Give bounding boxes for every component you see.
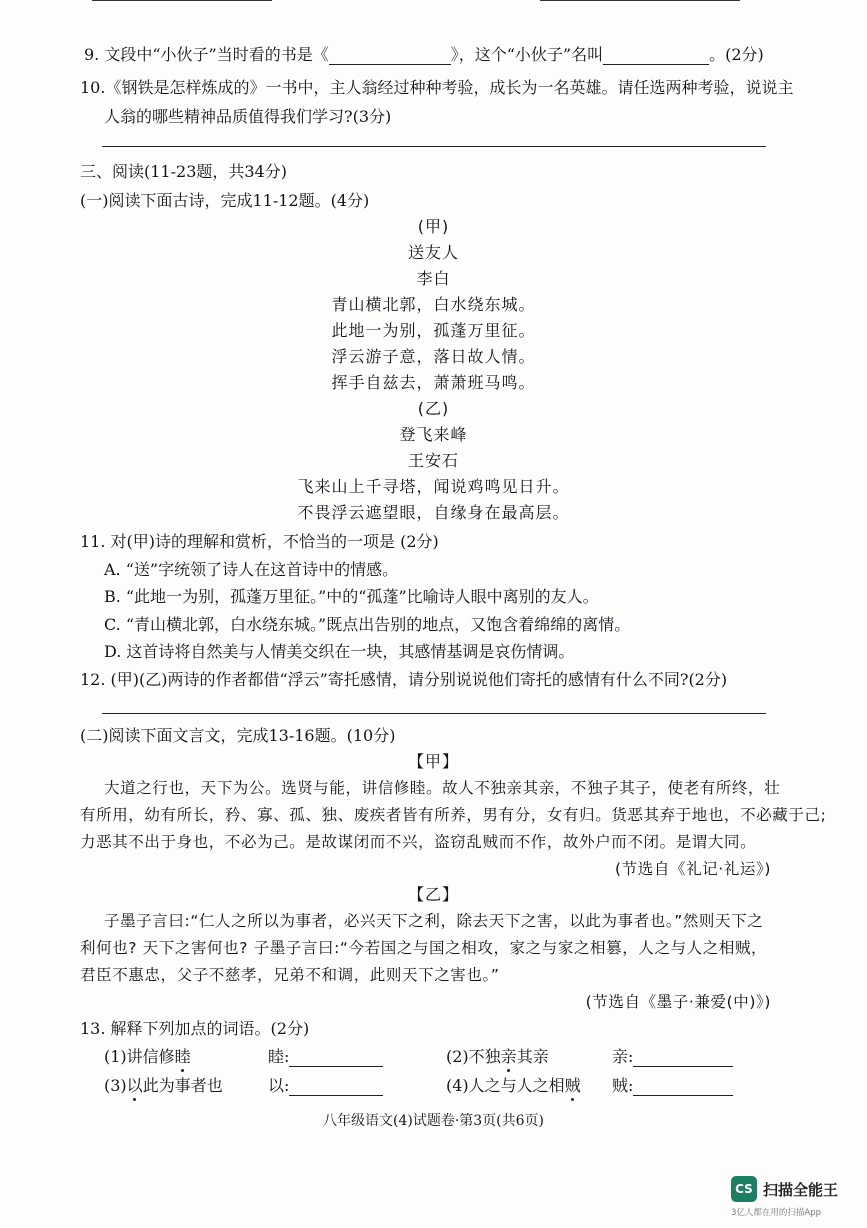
section-3-part1-heading: (一)阅读下面古诗，完成11-12题。(4分) <box>80 191 370 210</box>
q13-item-1: (1)讲信修睦 <box>104 1047 191 1066</box>
text-yi-line: 子墨子言曰:“仁人之所以为事者，必兴天下之利，除去天下之害，以此为事者也。”然则天下之 <box>104 912 764 930</box>
q13-item-1-answer: 睦: <box>268 1044 383 1067</box>
text-yi-source: (节选自《墨子·兼爱(中)》) <box>585 993 771 1011</box>
question-10-line2: 人翁的哪些精神品质值得我们学习?(3分) <box>104 107 392 126</box>
question-13-stem: 13. 解释下列加点的词语。(2分) <box>80 1019 310 1038</box>
poem-jia-title: 送友人 <box>407 243 459 262</box>
poem-yi-author: 王安石 <box>407 451 459 470</box>
poem-jia-line: 青山横北郭，白水绕东城。 <box>331 295 536 314</box>
text-yi-line: 君臣不惠忠，父子不慈孝，兄弟不和调，此则天下之害也。” <box>80 966 500 984</box>
q11-option-a[interactable]: A. “送”字统领了诗人在这首诗中的情感。 <box>104 560 399 579</box>
poem-jia-line: 此地一为别，孤蓬万里征。 <box>331 321 536 340</box>
scanner-app-name: 扫描全能王 <box>763 1181 839 1199</box>
q13-item-2-answer: 亲: <box>612 1044 733 1067</box>
top-rule-right <box>540 0 740 1</box>
text-jia-label: 【甲】 <box>407 752 459 771</box>
q10-answer-line[interactable] <box>102 146 766 147</box>
text-yi-label: 【乙】 <box>407 885 459 904</box>
q13-blank-2[interactable] <box>633 1066 733 1067</box>
q13-blank-3[interactable] <box>289 1095 383 1096</box>
poem-jia-line: 挥手自兹去，萧萧班马鸣。 <box>331 373 536 392</box>
dotted-character: 亲 <box>500 1047 517 1066</box>
question-9 <box>84 42 764 65</box>
q11-option-c[interactable]: C. “青山横北郭，白水绕东城。”既点出告别的地点，又饱含着绵绵的离情。 <box>104 615 631 634</box>
q13-item-2: (2)不独亲其亲 <box>446 1047 549 1066</box>
text-jia-line: 有所用，幼有所长，矜、寡、孤、独、废疾者皆有所养，男有分，女有归。货恶其弃于地也，不必藏于己; <box>80 806 827 824</box>
q13-item-4: (4)人之与人之相贼 <box>446 1076 581 1095</box>
poem-jia-author: 李白 <box>416 269 451 288</box>
poem-yi-line: 不畏浮云遮望眼，自缘身在最高层。 <box>297 503 570 522</box>
q11-option-b[interactable]: B. “此地一为别，孤蓬万里征。”中的“孤蓬”比喻诗人眼中离别的友人。 <box>104 587 599 606</box>
dotted-character: 以 <box>126 1076 143 1095</box>
poem-yi-label: (乙) <box>417 399 450 418</box>
text-yi-line: 利何也? 天下之害何也? 子墨子言曰:“今若国之与国之相攻，家之与家之相篡，人之与人之相贼， <box>80 939 768 957</box>
poem-yi-line: 飞来山上千寻塔，闻说鸡鸣见日升。 <box>297 477 570 496</box>
q13-item-4-answer: 贼: <box>612 1073 733 1096</box>
q13-blank-1[interactable] <box>289 1066 383 1067</box>
q12-answer-line[interactable] <box>102 713 766 714</box>
section-3-heading: 三、阅读(11-23题，共34分) <box>80 162 287 181</box>
top-rule-left <box>92 0 272 1</box>
text-jia-line: 大道之行也，天下为公。选贤与能，讲信修睦。故人不独亲其亲，不独子其子，使老有所终，壮 <box>104 779 781 797</box>
q9-blank-name[interactable] <box>603 64 709 65</box>
q9-text-c: 。(2分) <box>709 45 764 64</box>
q11-option-d[interactable]: D. 这首诗将自然美与人情美交织在一块，其感情基调是哀伤情调。 <box>104 642 575 661</box>
q9-text-a: 9. 文段中“小伙子”当时看的书是《 <box>84 45 329 64</box>
poem-jia-line: 浮云游子意，落日故人情。 <box>331 347 536 366</box>
scanner-tagline: 3亿人都在用的扫描App <box>731 1208 822 1218</box>
dotted-character: 睦 <box>174 1047 191 1066</box>
q9-text-b: 》，这个“小伙子”名叫 <box>450 45 604 64</box>
poem-yi-title: 登飞来峰 <box>399 425 468 444</box>
text-jia-line: 力恶其不出于身也，不必为己。是故谋闭而不兴，盗窃乱贼而不作，故外户而不闭。是谓大同。 <box>80 833 757 851</box>
dotted-character: 贼 <box>564 1076 581 1095</box>
question-10-line1: 10.《钢铁是怎样炼成的》一书中，主人翁经过种种考验，成长为一名英雄。请任选两种考验，说说主 <box>80 78 794 97</box>
scanner-watermark <box>731 1176 851 1218</box>
q13-item-3-answer: 以: <box>268 1073 383 1096</box>
page-footer: 八年级语文(4)试题卷·第3页(共6页) <box>322 1113 545 1129</box>
part-2-heading: (二)阅读下面文言文，完成13-16题。(10分) <box>80 726 396 745</box>
scanner-logo-icon: CS <box>731 1176 757 1202</box>
poem-jia-label: (甲) <box>417 217 450 236</box>
text-jia-source: (节选自《礼记·礼运》) <box>615 860 771 878</box>
question-11-stem: 11. 对(甲)诗的理解和赏析，不恰当的一项是 (2分) <box>80 532 439 551</box>
q13-item-3: (3)以此为事者也 <box>104 1076 223 1095</box>
question-12-stem: 12. (甲)(乙)两诗的作者都借“浮云”寄托感情，请分别说说他们寄托的感情有什么不同?(2分) <box>80 670 728 689</box>
q9-blank-book[interactable] <box>329 64 451 65</box>
q13-blank-4[interactable] <box>633 1095 733 1096</box>
